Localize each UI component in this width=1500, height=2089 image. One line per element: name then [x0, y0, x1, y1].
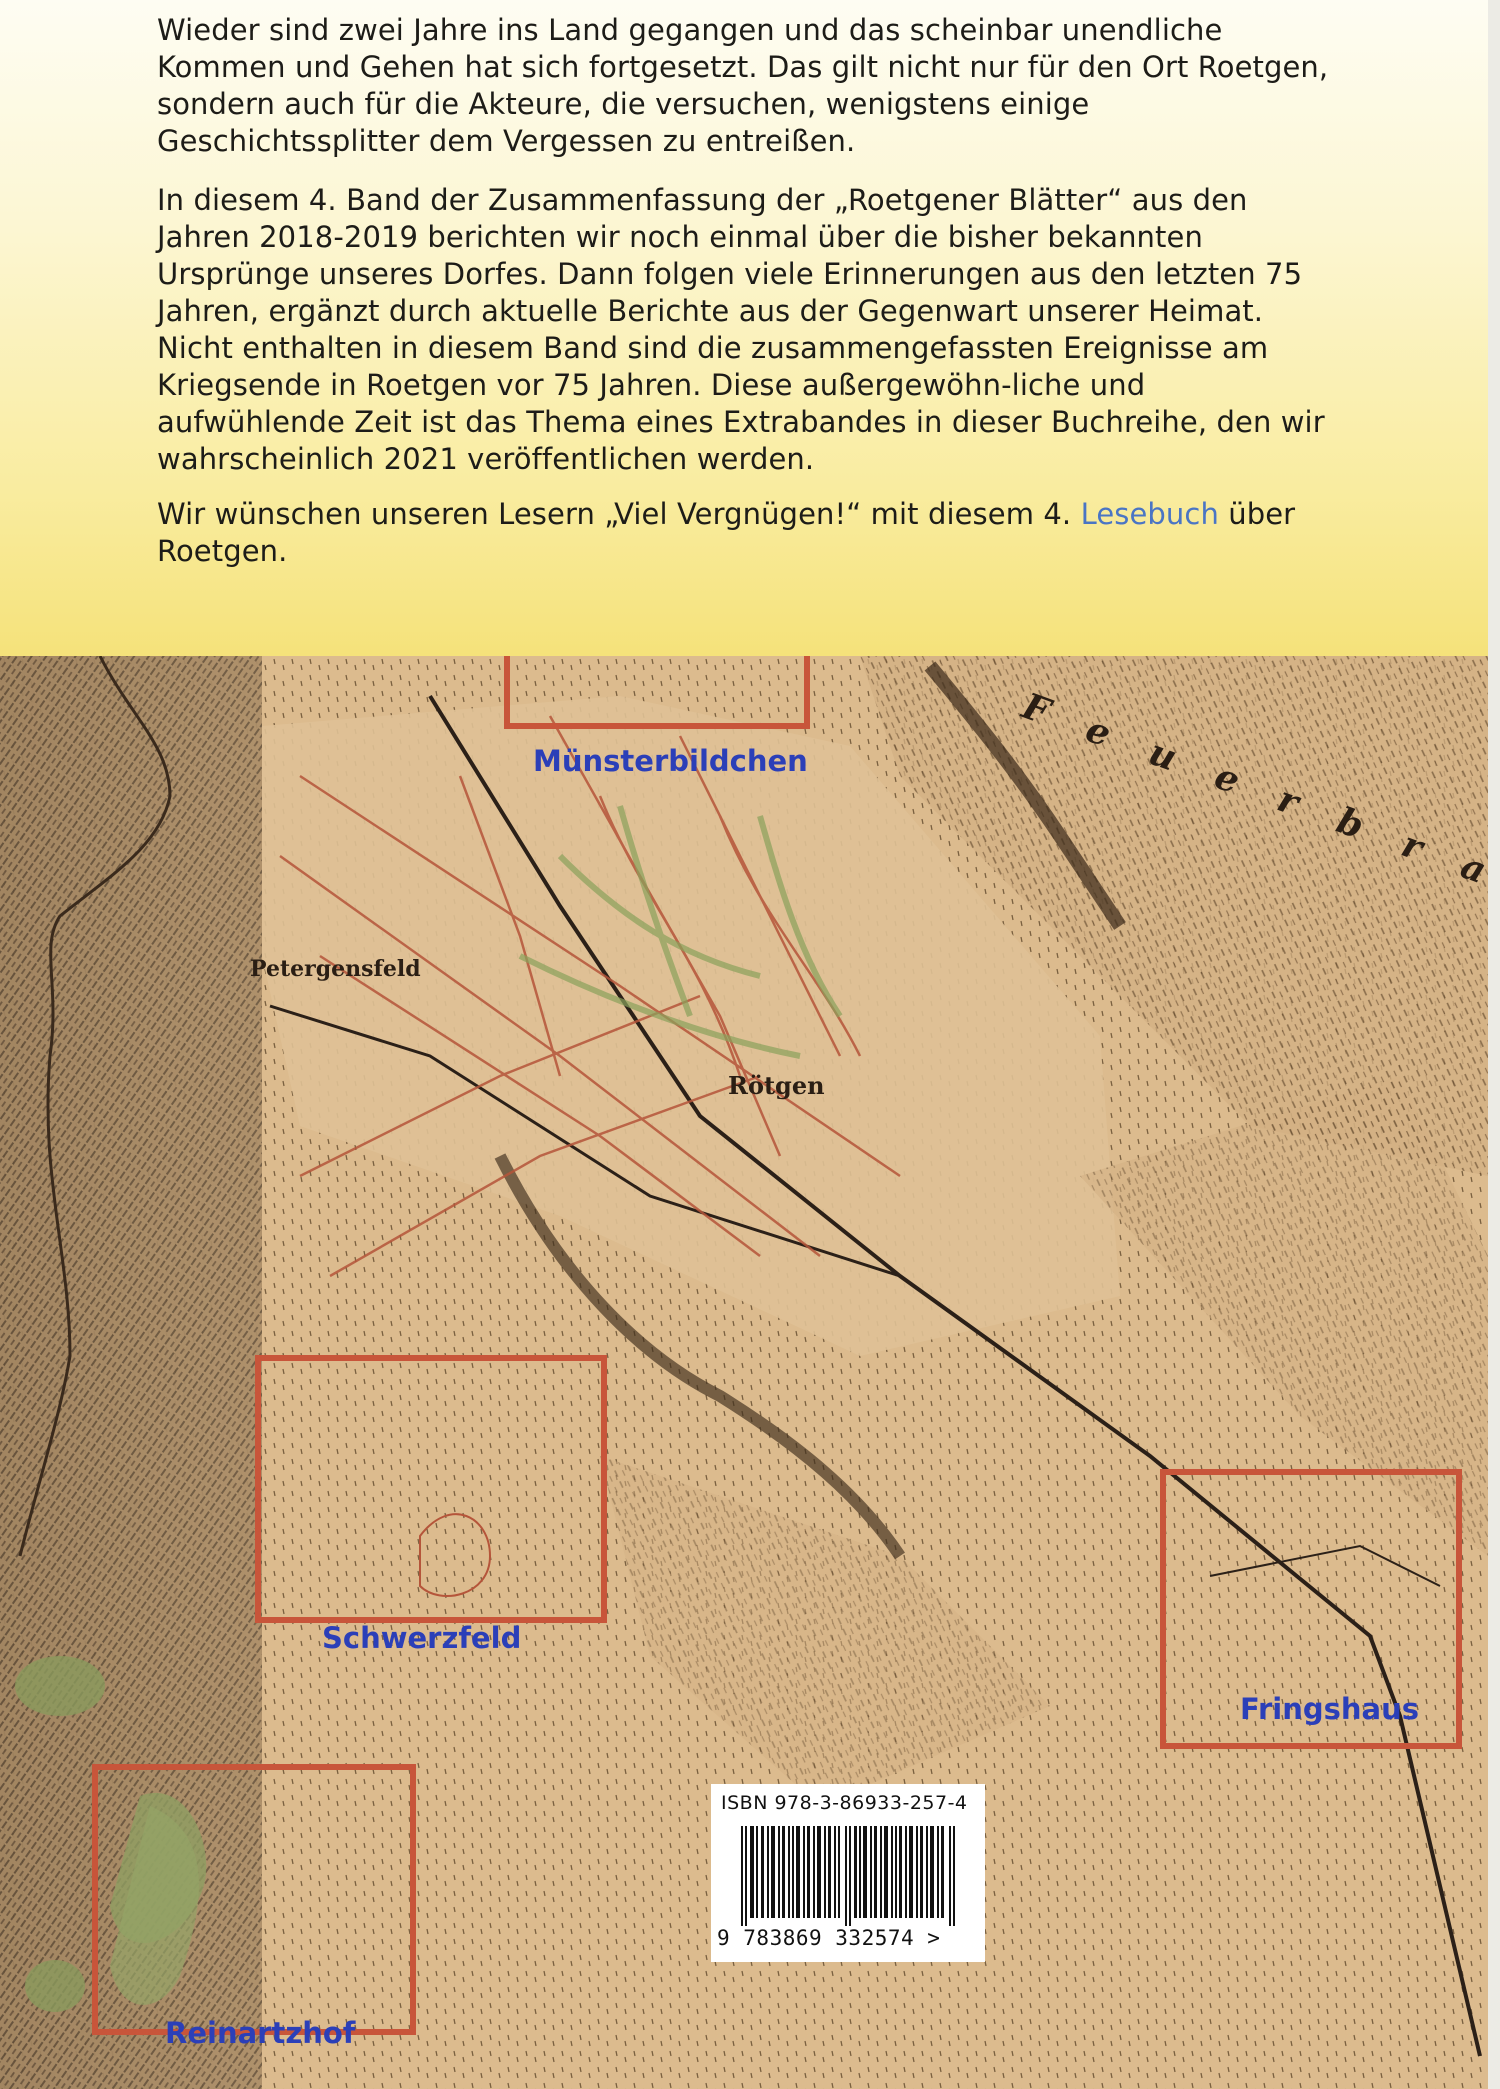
label-muensterbildchen: Münsterbildchen [533, 744, 808, 778]
map-label-roetgen: Rötgen [728, 1071, 825, 1100]
forest-patch-1 [15, 1656, 105, 1716]
map-label-petergensfeld: Petergensfeld [250, 956, 421, 982]
isbn-number: ISBN 978-3-86933-257-4 [721, 1792, 968, 1814]
blurb-panel [0, 0, 1488, 656]
barcode-icon [741, 1826, 959, 1926]
scan-edge [1488, 0, 1500, 2089]
label-reinartzhof: Reinartzhof [165, 2016, 356, 2050]
blurb-paragraph-3 [157, 496, 1337, 570]
blurb-paragraph-1: Wieder sind zwei Jahre ins Land gegangen und das scheinbar unendliche Kommen und Gehen hat sich fortgesetzt. Das gilt nicht nur für den Ort Roetgen, sondern auch für die Akteure, die versuchen, wenigstens einige Geschichtssplitter dem Vergessen zu entreißen. [157, 13, 1329, 158]
label-fringshaus: Fringshaus [1240, 1692, 1419, 1726]
blurb-paragraph-3-start: Wir wünschen unseren Lesern „Viel Vergnügen!“ mit diesem 4. [157, 497, 1081, 531]
barcode-digits: 9 783869 332574 > [717, 1926, 941, 1950]
blurb-paragraph-2: In diesem 4. Band der Zusammenfassung der „Roetgener Blätter“ aus den Jahren 2018-2019 berichten wir noch einmal über die bisher bekannten Ursprünge unseres Dorfes. Dann folgen viele Erinnerungen aus den letzten 75 Jahren, ergänzt durch aktuelle Berichte aus der Gegenwart unserer Heimat. Nicht enthalten in diesem Band sind die zusammengefassten Ereignisse am Kriegsende in Roetgen vor 75 Jahren. Diese außergewöhn-liche und aufwühlende Zeit ist das Thema eines Extrabandes in dieser Buchreihe, den wir wahrscheinlich 2021 veröffentlichen werden. [157, 183, 1325, 476]
blurb-paragraph-3-end: über Roetgen. [157, 497, 1296, 568]
isbn-barcode-block [711, 1784, 985, 1962]
forest-patch-3 [25, 1960, 85, 2012]
label-schwerzfeld: Schwerzfeld [322, 1621, 522, 1655]
lesebuch-link[interactable]: Lesebuch [1080, 497, 1219, 531]
